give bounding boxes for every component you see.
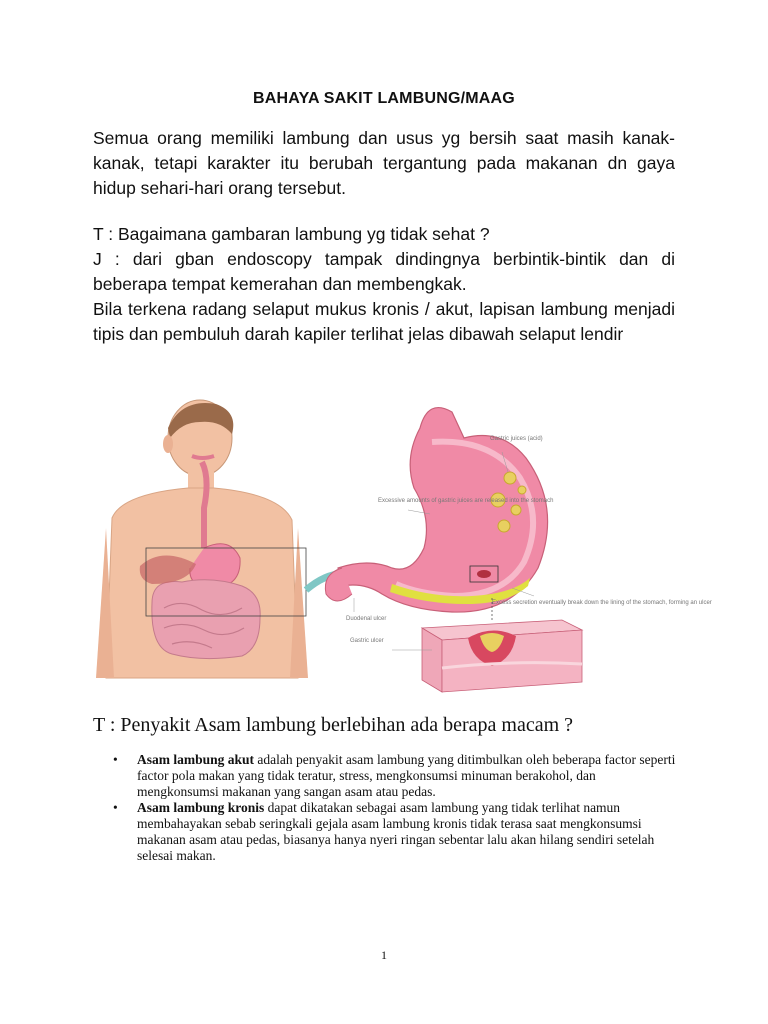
page-title: BAHAYA SAKIT LAMBUNG/MAAG — [253, 90, 515, 107]
bullet-icon: • — [113, 800, 118, 815]
label-duodenal-ulcer: Duodenal ulcer — [346, 616, 387, 622]
page-number: 1 — [381, 948, 387, 962]
human-figure — [96, 400, 308, 678]
tissue-block — [422, 620, 582, 692]
bullet-list — [110, 752, 680, 864]
label-gastric-juices: Gastric juices (acid) — [490, 436, 543, 442]
list-item — [110, 752, 680, 800]
answer-text: J : dari gban endoscopy tampak dindingnya berbintik-bintik dan di beberapa tempat kemerahan dan membengkak. — [93, 249, 675, 294]
label-excess-secretion: Excess secretion eventually break down the lining of the stomach, forming an ulcer — [492, 600, 712, 606]
bullet-term: Asam lambung kronis — [137, 800, 265, 815]
list-item — [110, 800, 680, 864]
bullet-text: adalah penyakit asam lambung yang ditimbulkan oleh beberapa factor seperti factor pola makan yang tidak teratur, stress, mengkonsumsi minuman berakohol, dan mengkonsumsi makanan yang sangan asam atau pedas. — [137, 752, 676, 799]
question-text: T : Bagaimana gambaran lambung yg tidak sehat ? — [93, 224, 490, 244]
detail-text: Bila terkena radang selaput mukus kronis / akut, lapisan lambung menjadi tipis dan pembuluh darah kapiler terlihat jelas dibawah selaput lendir — [93, 299, 675, 344]
bullet-icon: • — [113, 752, 118, 767]
label-gastric-ulcer: Gastric ulcer — [350, 638, 384, 644]
bullet-text: dapat dikatakan sebagai asam lambung yang tidak terlihat namun membahayakan sebab seringkali gejala asam lambung kronis tidak terasa saat mengkonsumsi makanan asam atau pedas, biasanya hanya nyeri ringan sebentar lalu akan hilang sendiri setelah selesai makan. — [137, 800, 655, 863]
qa-block — [93, 222, 675, 347]
section-heading: T : Penyakit Asam lambung berlebihan ada berapa macam ? — [93, 714, 574, 736]
intro-text: Semua orang memiliki lambung dan usus yg bersih saat masih kanak-kanak, tetapi karakter itu berubah tergantung pada makanan dn gaya hidup sehari-hari orang tersebut. — [93, 128, 675, 198]
label-excessive: Excessive amounts of gastric juices are released into the stomach — [378, 498, 554, 504]
intro-paragraph — [93, 126, 675, 201]
stomach-ulcer-illustration — [92, 398, 712, 698]
bullet-term: Asam lambung akut — [137, 752, 255, 767]
